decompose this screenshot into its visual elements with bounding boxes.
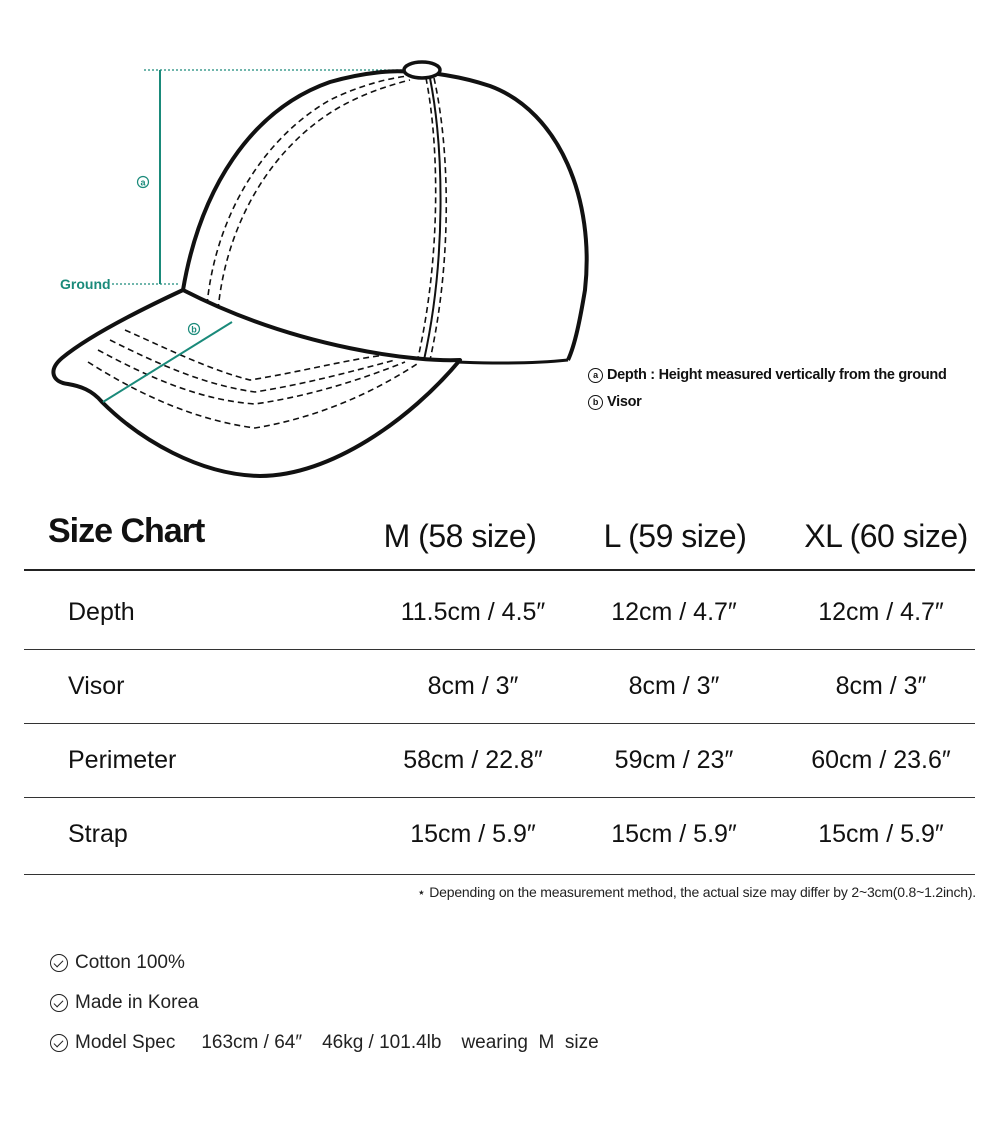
- cap-button: [404, 62, 440, 78]
- model-spec-label: Model Spec: [75, 1032, 176, 1053]
- info-material: [50, 951, 185, 975]
- model-height: 163cm / 64″: [201, 1032, 303, 1053]
- column-header-m: M (58 size): [383, 518, 537, 554]
- legend-a-text: Depth : Height measured vertically from the ground: [607, 367, 947, 383]
- cell-l: 12cm / 4.7″: [611, 598, 737, 626]
- marker-b-text: b: [191, 324, 197, 335]
- marker-a-text: a: [140, 177, 146, 188]
- table-row-depth: [24, 575, 975, 649]
- model-weight: 46kg / 101.4lb: [322, 1032, 442, 1053]
- check-circle-icon: [50, 954, 68, 972]
- origin-text: Made in Korea: [75, 992, 199, 1013]
- cell-l: 59cm / 23″: [614, 746, 734, 774]
- column-header-xl: XL (60 size): [804, 518, 968, 554]
- ground-label: Ground: [60, 276, 111, 292]
- info-model-spec: [50, 1031, 599, 1055]
- legend-visor: [588, 394, 642, 410]
- legend-depth: [588, 367, 947, 383]
- cap-measurement-diagram: [0, 0, 1000, 490]
- cell-m: 15cm / 5.9″: [410, 820, 536, 848]
- cell-xl: 15cm / 5.9″: [818, 820, 944, 848]
- cell-l: 8cm / 3″: [628, 672, 720, 700]
- table-row-visor: [24, 649, 975, 723]
- table-row-strap: [24, 797, 975, 871]
- cell-m: 58cm / 22.8″: [403, 746, 543, 774]
- table-bottom-rule: [24, 874, 975, 875]
- cell-l: 15cm / 5.9″: [611, 820, 737, 848]
- measurement-note: ⋆ Depending on the measurement method, the actual size may differ by 2~3cm(0.8~1.2inch).: [416, 884, 976, 900]
- legend-a-mark: a: [588, 368, 603, 383]
- marker-a: [138, 177, 149, 188]
- cell-xl: 8cm / 3″: [835, 672, 927, 700]
- legend-b-mark: b: [588, 395, 603, 410]
- cell-xl: 12cm / 4.7″: [818, 598, 944, 626]
- check-circle-icon: [50, 1034, 68, 1052]
- cell-m: 8cm / 3″: [427, 672, 519, 700]
- row-label: Perimeter: [68, 746, 177, 774]
- column-header-l: L (59 size): [603, 518, 747, 554]
- row-label: Strap: [68, 820, 128, 848]
- table-top-rule: [24, 569, 975, 571]
- cell-m: 11.5cm / 4.5″: [400, 598, 546, 626]
- check-circle-icon: [50, 994, 68, 1012]
- material-text: Cotton 100%: [75, 952, 185, 973]
- model-wearing: wearing M size: [461, 1032, 599, 1053]
- cell-xl: 60cm / 23.6″: [811, 746, 951, 774]
- size-chart-title: Size Chart: [48, 512, 205, 550]
- row-label: Visor: [68, 672, 125, 700]
- row-label: Depth: [68, 598, 135, 626]
- info-origin: [50, 991, 199, 1015]
- table-row-perimeter: [24, 723, 975, 797]
- legend-b-text: Visor: [607, 394, 642, 410]
